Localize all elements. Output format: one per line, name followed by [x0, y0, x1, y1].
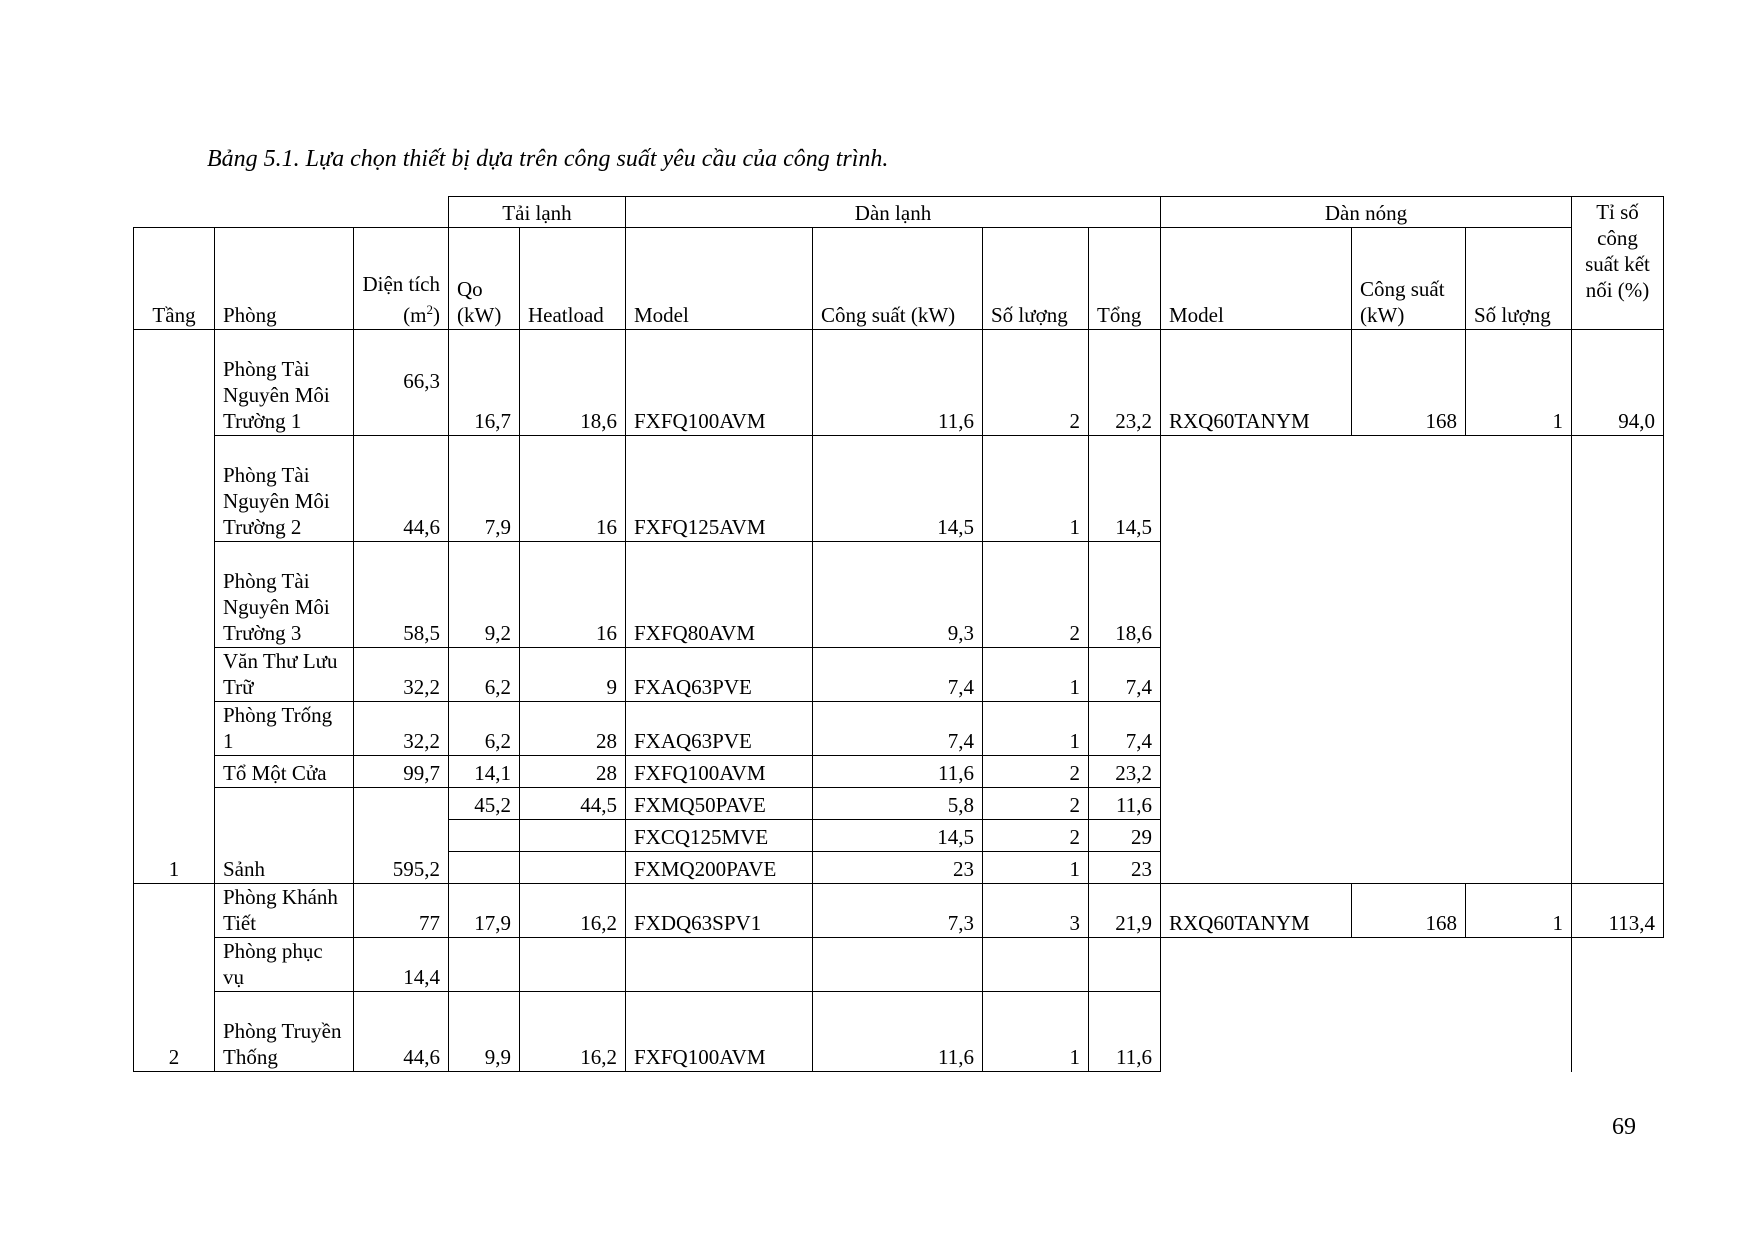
header-ti-so: Tỉ số công suất kết nối (%) [1572, 197, 1664, 330]
indoor-model: FXDQ63SPV1 [626, 884, 813, 938]
room-name: Phòng Tài Nguyên Môi Trường 1 [215, 330, 354, 436]
room-area: 99,7 [354, 756, 449, 788]
indoor-capacity: 14,5 [813, 820, 983, 852]
outdoor-model: RXQ60TANYM [1161, 884, 1352, 938]
room-area: 14,4 [354, 938, 449, 992]
indoor-total: 23,2 [1089, 756, 1161, 788]
connection-ratio: 94,0 [1572, 330, 1664, 436]
indoor-quantity: 1 [983, 648, 1089, 702]
header-model-outdoor: Model [1161, 228, 1352, 330]
indoor-quantity: 2 [983, 542, 1089, 648]
indoor-quantity-empty [983, 938, 1089, 992]
room-area: 77 [354, 884, 449, 938]
header-heatload: Heatload [520, 228, 626, 330]
outdoor-capacity: 168 [1352, 884, 1466, 938]
room-area: 32,2 [354, 702, 449, 756]
room-name: Sảnh [215, 788, 354, 884]
indoor-quantity: 1 [983, 852, 1089, 884]
table-row [134, 330, 1664, 436]
heatload-value: 9 [520, 648, 626, 702]
qo-value: 9,9 [449, 992, 520, 1072]
indoor-capacity-empty [813, 938, 983, 992]
room-area: 44,6 [354, 436, 449, 542]
room-area: 32,2 [354, 648, 449, 702]
indoor-model: FXFQ100AVM [626, 992, 813, 1072]
indoor-capacity: 5,8 [813, 788, 983, 820]
outdoor-empty-span [1161, 436, 1572, 884]
indoor-quantity: 2 [983, 756, 1089, 788]
header-dien-tich [354, 228, 449, 330]
indoor-total: 21,9 [1089, 884, 1161, 938]
qo-empty [449, 820, 520, 852]
ratio-empty-span [1572, 436, 1664, 884]
connection-ratio: 113,4 [1572, 884, 1664, 938]
room-name: Phòng Trống 1 [215, 702, 354, 756]
heatload-empty [520, 852, 626, 884]
room-area: 595,2 [354, 788, 449, 884]
indoor-capacity: 7,4 [813, 648, 983, 702]
indoor-total: 11,6 [1089, 788, 1161, 820]
header-model-indoor: Model [626, 228, 813, 330]
header-qo: Qo (kW) [449, 228, 520, 330]
qo-value: 6,2 [449, 648, 520, 702]
qo-empty [449, 938, 520, 992]
indoor-quantity: 2 [983, 788, 1089, 820]
indoor-model: FXAQ63PVE [626, 702, 813, 756]
heatload-value: 16,2 [520, 884, 626, 938]
heatload-value: 44,5 [520, 788, 626, 820]
heatload-value: 18,6 [520, 330, 626, 436]
indoor-quantity: 2 [983, 820, 1089, 852]
room-name: Phòng Khánh Tiết [215, 884, 354, 938]
table-row [134, 436, 1664, 542]
qo-value: 7,9 [449, 436, 520, 542]
indoor-capacity: 11,6 [813, 330, 983, 436]
heatload-value: 16 [520, 436, 626, 542]
header-cong-suat-outdoor: Công suất (kW) [1352, 228, 1466, 330]
indoor-capacity: 11,6 [813, 756, 983, 788]
indoor-total: 23,2 [1089, 330, 1161, 436]
outdoor-capacity: 168 [1352, 330, 1466, 436]
indoor-capacity: 11,6 [813, 992, 983, 1072]
heatload-value: 28 [520, 756, 626, 788]
room-name: Tổ Một Cửa [215, 756, 354, 788]
header-row-columns [134, 228, 1664, 330]
outdoor-quantity: 1 [1466, 884, 1572, 938]
indoor-model: FXFQ125AVM [626, 436, 813, 542]
ratio-empty-span [1572, 938, 1664, 1072]
heatload-value: 16 [520, 542, 626, 648]
qo-value: 9,2 [449, 542, 520, 648]
table-row [134, 938, 1664, 992]
header-so-luong-indoor: Số lượng [983, 228, 1089, 330]
indoor-model: FXFQ80AVM [626, 542, 813, 648]
outdoor-empty-span [1161, 938, 1572, 1072]
qo-value: 14,1 [449, 756, 520, 788]
header-dien-tich-label: Diện tích [362, 272, 440, 296]
floor-cell: 2 [134, 884, 215, 1072]
header-dan-nong: Dàn nóng [1161, 197, 1572, 228]
indoor-model: FXCQ125MVE [626, 820, 813, 852]
indoor-quantity: 1 [983, 436, 1089, 542]
header-dien-tich-unit: (m [403, 303, 427, 327]
room-name: Văn Thư Lưu Trữ [215, 648, 354, 702]
indoor-total: 11,6 [1089, 992, 1161, 1072]
heatload-value: 28 [520, 702, 626, 756]
indoor-total: 18,6 [1089, 542, 1161, 648]
page-number: 69 [1612, 1114, 1636, 1140]
header-tang: Tầng [134, 228, 215, 330]
indoor-quantity: 1 [983, 702, 1089, 756]
heatload-empty [520, 820, 626, 852]
indoor-total: 23 [1089, 852, 1161, 884]
room-name: Phòng Truyền Thống [215, 992, 354, 1072]
indoor-total: 29 [1089, 820, 1161, 852]
equipment-table [133, 196, 1664, 1072]
indoor-capacity: 7,3 [813, 884, 983, 938]
header-cong-suat-indoor: Công suất (kW) [813, 228, 983, 330]
floor-cell: 1 [134, 330, 215, 884]
room-area: 66,3 [354, 330, 449, 436]
indoor-model-empty [626, 938, 813, 992]
indoor-model: FXMQ50PAVE [626, 788, 813, 820]
table-caption: Bảng 5.1. Lựa chọn thiết bị dựa trên công suất yêu cầu của công trình. [207, 146, 889, 172]
room-area: 58,5 [354, 542, 449, 648]
table-row [134, 884, 1664, 938]
header-row-groups [134, 197, 1664, 228]
indoor-total-empty [1089, 938, 1161, 992]
indoor-capacity: 14,5 [813, 436, 983, 542]
indoor-total: 7,4 [1089, 702, 1161, 756]
heatload-value: 16,2 [520, 992, 626, 1072]
header-dien-tich-close: ) [433, 303, 440, 327]
room-area: 44,6 [354, 992, 449, 1072]
qo-value: 6,2 [449, 702, 520, 756]
qo-value: 17,9 [449, 884, 520, 938]
indoor-model: FXFQ100AVM [626, 330, 813, 436]
room-name: Phòng Tài Nguyên Môi Trường 2 [215, 436, 354, 542]
room-name: Phòng phục vụ [215, 938, 354, 992]
header-tai-lanh: Tải lạnh [449, 197, 626, 228]
indoor-quantity: 2 [983, 330, 1089, 436]
header-blank [134, 197, 449, 228]
header-phong: Phòng [215, 228, 354, 330]
indoor-capacity: 23 [813, 852, 983, 884]
qo-value: 45,2 [449, 788, 520, 820]
header-dien-tich-sup: 2 [426, 302, 433, 317]
indoor-capacity: 7,4 [813, 702, 983, 756]
indoor-model: FXAQ63PVE [626, 648, 813, 702]
header-tong: Tổng [1089, 228, 1161, 330]
indoor-model: FXFQ100AVM [626, 756, 813, 788]
header-dan-lanh: Dàn lạnh [626, 197, 1161, 228]
indoor-total: 7,4 [1089, 648, 1161, 702]
indoor-quantity: 1 [983, 992, 1089, 1072]
indoor-quantity: 3 [983, 884, 1089, 938]
heatload-empty [520, 938, 626, 992]
indoor-total: 14,5 [1089, 436, 1161, 542]
qo-empty [449, 852, 520, 884]
outdoor-quantity: 1 [1466, 330, 1572, 436]
room-name: Phòng Tài Nguyên Môi Trường 3 [215, 542, 354, 648]
indoor-model: FXMQ200PAVE [626, 852, 813, 884]
outdoor-model: RXQ60TANYM [1161, 330, 1352, 436]
indoor-capacity: 9,3 [813, 542, 983, 648]
header-so-luong-outdoor: Số lượng [1466, 228, 1572, 330]
qo-value: 16,7 [449, 330, 520, 436]
